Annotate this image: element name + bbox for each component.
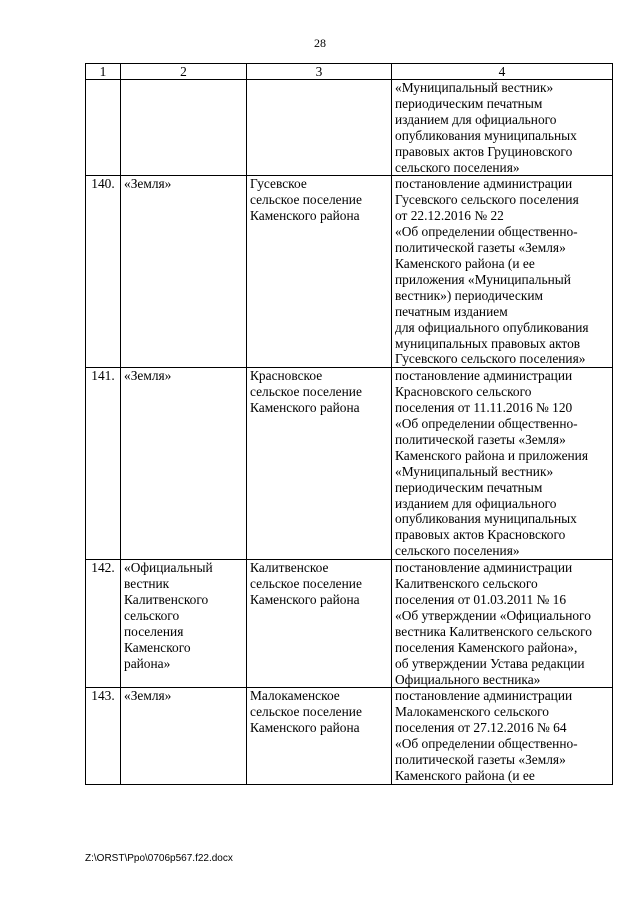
- table-row: [86, 176, 613, 368]
- document-file-path: Z:\ORST\Ppo\0706p567.f22.docx: [85, 853, 233, 864]
- legal-act: постановление администрации Красновского сельского поселения от 11.11.2016 № 120 «Об определении общественно- политической газеты «Земля» Каменского района и приложения «Муниципальный вестник» периодическим печатным изданием для официального опубликования муниципальных правовых актов Красновского сельского поселения»: [392, 368, 613, 560]
- row-number: 141.: [86, 368, 121, 560]
- publications-table: [85, 63, 613, 785]
- row-number: 140.: [86, 176, 121, 368]
- publication-name: «Земля»: [121, 176, 247, 368]
- settlement-name: Красновское сельское поселение Каменского района: [247, 368, 392, 560]
- settlement-name: [247, 80, 392, 176]
- table-header-row: [86, 64, 613, 80]
- column-header-3: 3: [247, 64, 392, 80]
- table-row: [86, 560, 613, 688]
- publication-name: «Земля»: [121, 368, 247, 560]
- settlement-name: Калитвенское сельское поселение Каменского района: [247, 560, 392, 688]
- publication-name: «Земля»: [121, 688, 247, 784]
- row-number: 142.: [86, 560, 121, 688]
- column-header-1: 1: [86, 64, 121, 80]
- row-number: [86, 80, 121, 176]
- row-number: 143.: [86, 688, 121, 784]
- publication-name: «Официальный вестник Калитвенского сельского поселения Каменского района»: [121, 560, 247, 688]
- legal-act: постановление администрации Гусевского сельского поселения от 22.12.2016 № 22 «Об определении общественно- политической газеты «Земля» Каменского района (и ее приложения «Муниципальный вестник») периодическим печатным изданием для официального опубликования муниципальных правовых актов Гусевского сельского поселения»: [392, 176, 613, 368]
- table-row: [86, 368, 613, 560]
- column-header-2: 2: [121, 64, 247, 80]
- legal-act: постановление администрации Калитвенского сельского поселения от 01.03.2011 № 16 «Об утверждении «Официального вестника Калитвенского сельского поселения Каменского района», об утверждении Устава редакции Официального вестника»: [392, 560, 613, 688]
- column-header-4: 4: [392, 64, 613, 80]
- legal-act: «Муниципальный вестник» периодическим печатным изданием для официального опубликования муниципальных правовых актов Груциновского сельского поселения»: [392, 80, 613, 176]
- table-row: [86, 80, 613, 176]
- legal-act: постановление администрации Малокаменского сельского поселения от 27.12.2016 № 64 «Об определении общественно- политической газеты «Земля» Каменского района (и ее: [392, 688, 613, 784]
- page-number: 28: [314, 36, 326, 50]
- settlement-name: Малокаменское сельское поселение Каменского района: [247, 688, 392, 784]
- table-row: [86, 688, 613, 784]
- publication-name: [121, 80, 247, 176]
- settlement-name: Гусевское сельское поселение Каменского района: [247, 176, 392, 368]
